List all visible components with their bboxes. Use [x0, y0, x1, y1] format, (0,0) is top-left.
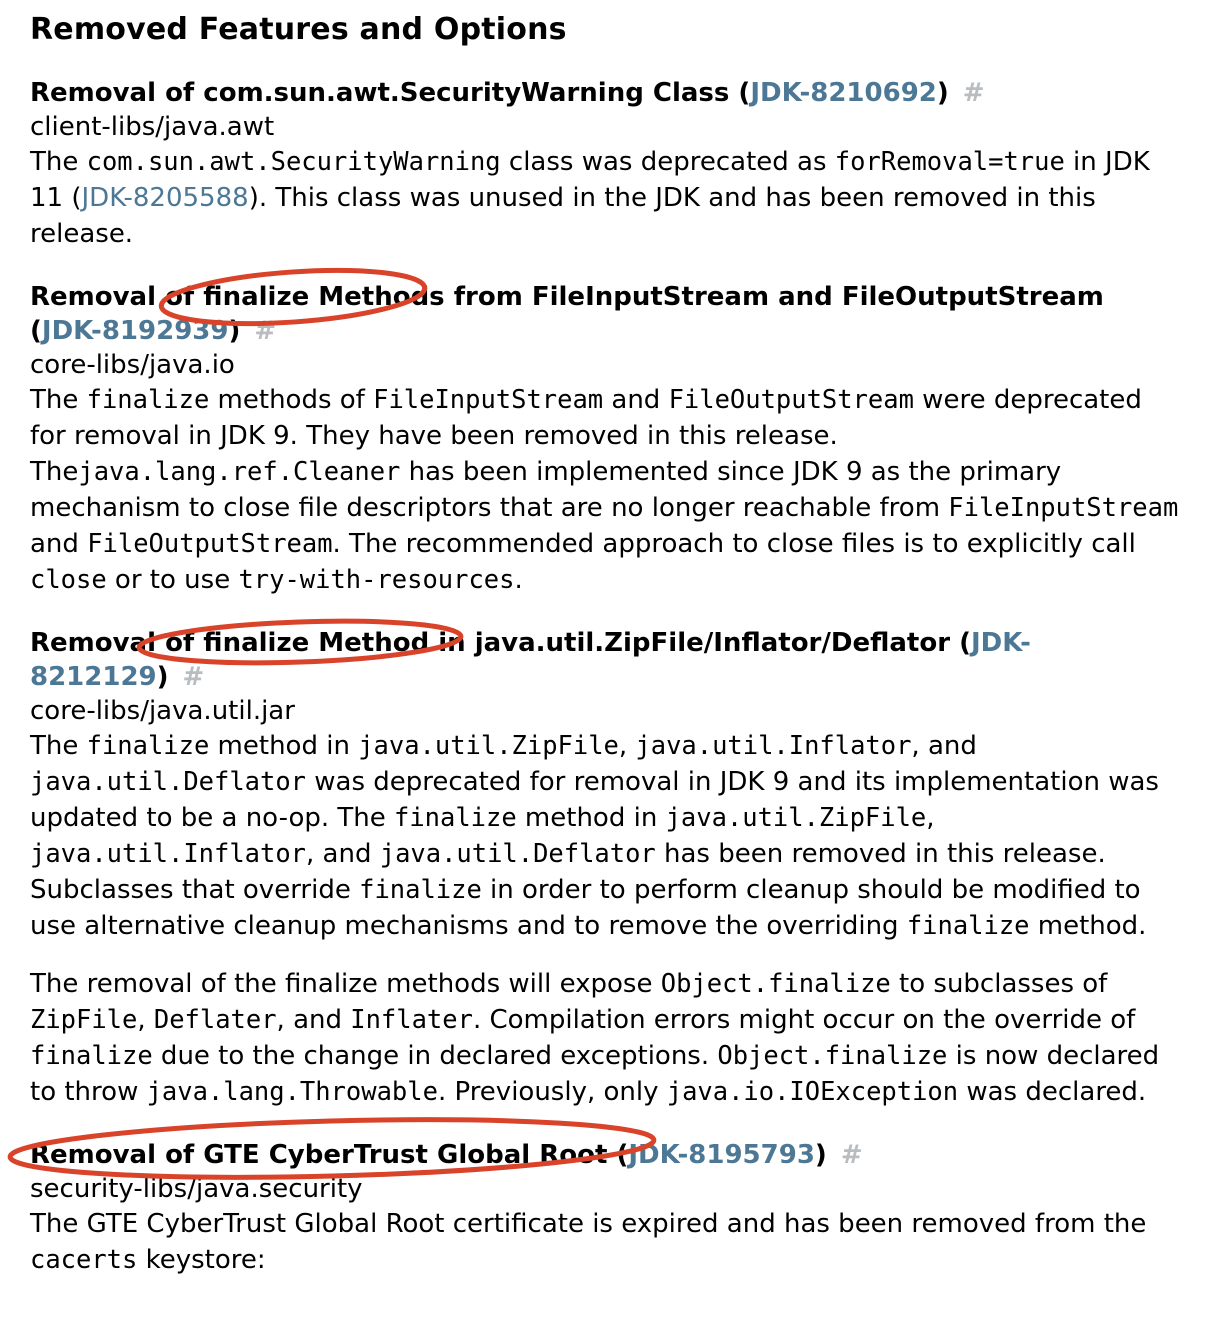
code-span: finalize — [359, 875, 482, 905]
text-run: The — [30, 147, 87, 177]
code-span: java.io.IOException — [666, 1077, 959, 1107]
section — [30, 626, 1180, 1110]
text-run: class was deprecated as — [500, 147, 835, 177]
text-run: was declared. — [958, 1077, 1147, 1107]
section-heading — [30, 1138, 1180, 1172]
text-run: in JDK 11 ( — [30, 147, 1150, 213]
code-span: java.util.Inflator — [30, 839, 307, 869]
jdk-issue-link[interactable]: JDK-8205588 — [81, 183, 249, 213]
component-label: security-libs/java.security — [30, 1174, 363, 1204]
text-run: Removal of finalize Methods from FileInputStream and FileOutputStream ( — [30, 282, 1104, 346]
code-span: forRemoval=true — [834, 147, 1065, 177]
text-run: Removal of com.sun.awt.SecurityWarning Class ( — [30, 78, 751, 108]
section — [30, 1138, 1180, 1278]
jdk-issue-link[interactable]: JDK-8195793 — [628, 1140, 815, 1170]
code-span: close — [30, 565, 107, 595]
text-run: was deprecated for removal in JDK 9 and its implementation was updated to be a no-op. The — [30, 767, 1159, 833]
text-run: . — [514, 565, 523, 595]
code-span: java.util.ZipFile — [358, 731, 619, 761]
anchor-link[interactable]: # — [254, 316, 277, 346]
code-span: cacerts — [30, 1245, 138, 1275]
code-span: FileOutputStream — [668, 385, 914, 415]
text-run: due to the change in declared exceptions. — [152, 1041, 718, 1071]
code-span: try-with-resources — [238, 565, 515, 595]
code-span: FileInputStream — [948, 493, 1179, 523]
code-span: Object.finalize — [660, 969, 891, 999]
text-run: The — [30, 731, 87, 761]
text-run: has been implemented since JDK 9 as the primary mechanism to close file descriptors that are no longer reachable from — [30, 457, 1062, 523]
code-span: Deflater — [153, 1005, 277, 1035]
text-run: , and — [306, 839, 380, 869]
text-run: , and — [276, 1005, 351, 1035]
paragraph — [30, 382, 1180, 598]
text-run: The GTE CyberTrust Global Root certificate is expired and has been removed from the — [30, 1209, 1147, 1239]
component-label: core-libs/java.io — [30, 350, 235, 380]
code-span: FileOutputStream — [87, 529, 333, 559]
text-run: , — [137, 1005, 154, 1035]
text-run: . Compilation errors might occur on the override of — [472, 1005, 1136, 1035]
text-run: to subclasses of — [890, 969, 1108, 999]
component-label: client-libs/java.awt — [30, 112, 275, 142]
code-span: FileInputStream — [373, 385, 604, 415]
paragraph — [30, 966, 1180, 1110]
code-span: finalize — [86, 731, 210, 761]
paragraph — [30, 144, 1180, 252]
text-run: ) — [814, 1140, 827, 1170]
code-span: Object.finalize — [717, 1041, 948, 1071]
section — [30, 280, 1180, 598]
text-run: method in — [516, 803, 666, 833]
code-span: java.util.Inflator — [635, 731, 912, 761]
paragraph — [30, 728, 1180, 944]
text-run: ). This class was unused in the JDK and has been removed in this release. — [30, 183, 1096, 249]
anchor-link[interactable]: # — [962, 78, 985, 108]
text-run: , — [926, 803, 935, 833]
text-run: and — [603, 385, 669, 415]
page-title: Removed Features and Options — [30, 12, 567, 47]
text-run: method. — [1029, 911, 1147, 941]
text-run: and — [30, 529, 88, 559]
text-run: , and — [911, 731, 977, 761]
code-span: finalize — [30, 1041, 153, 1071]
text-run: keystore: — [137, 1245, 266, 1275]
section-heading — [30, 626, 1180, 694]
text-run: has been removed in this release. Subclasses that override — [30, 839, 1106, 905]
text-run: method in — [209, 731, 359, 761]
text-run: is now declared to throw — [30, 1041, 1160, 1107]
code-span: java.lang.ref.Cleaner — [78, 457, 401, 487]
text-run: ) — [228, 316, 241, 346]
code-span: java.util.Deflator — [30, 767, 307, 797]
code-span: finalize — [394, 803, 517, 833]
jdk-issue-link[interactable]: JDK-8210692 — [750, 78, 937, 108]
code-span: com.sun.awt.SecurityWarning — [86, 147, 501, 177]
code-span: ZipFile — [30, 1005, 138, 1035]
code-span: java.util.ZipFile — [665, 803, 927, 833]
section — [30, 76, 1180, 252]
text-run: ) — [936, 78, 949, 108]
text-run: The removal of the finalize methods will expose — [30, 969, 661, 999]
text-run: or to use — [106, 565, 239, 595]
paragraph — [30, 1206, 1180, 1278]
text-run: in order to perform cleanup should be modified to use alternative cleanup mechanisms and to remove the overriding — [30, 875, 1141, 941]
text-run: . The recommended approach to close files is to explicitly call — [332, 529, 1136, 559]
section-heading — [30, 280, 1180, 348]
jdk-issue-link[interactable]: JDK-8192939 — [41, 316, 229, 346]
code-span: Inflater — [350, 1005, 473, 1035]
text-run: ) — [156, 662, 169, 692]
text-run: , — [618, 731, 636, 761]
anchor-link[interactable]: # — [840, 1140, 863, 1170]
component-label: core-libs/java.util.jar — [30, 696, 295, 726]
code-span: java.lang.Throwable — [146, 1077, 438, 1107]
text-run: Removal of finalize Method in java.util.ZipFile/Inflator/Deflator ( — [30, 628, 971, 658]
code-span: java.util.Deflator — [379, 839, 656, 869]
text-run: . Previously, only — [437, 1077, 667, 1107]
text-run: were deprecated for removal in JDK 9. They have been removed in this release. The — [30, 385, 1142, 487]
sections — [30, 76, 1180, 1278]
jdk-issue-link[interactable]: JDK-8212129 — [30, 628, 1031, 692]
text-run: Removal of GTE CyberTrust Global Root ( — [30, 1140, 629, 1170]
text-run: The — [30, 385, 87, 415]
code-span: finalize — [906, 911, 1030, 941]
code-span: finalize — [86, 385, 210, 415]
anchor-link[interactable]: # — [182, 662, 205, 692]
text-run: methods of — [209, 385, 374, 415]
section-heading — [30, 76, 1180, 110]
